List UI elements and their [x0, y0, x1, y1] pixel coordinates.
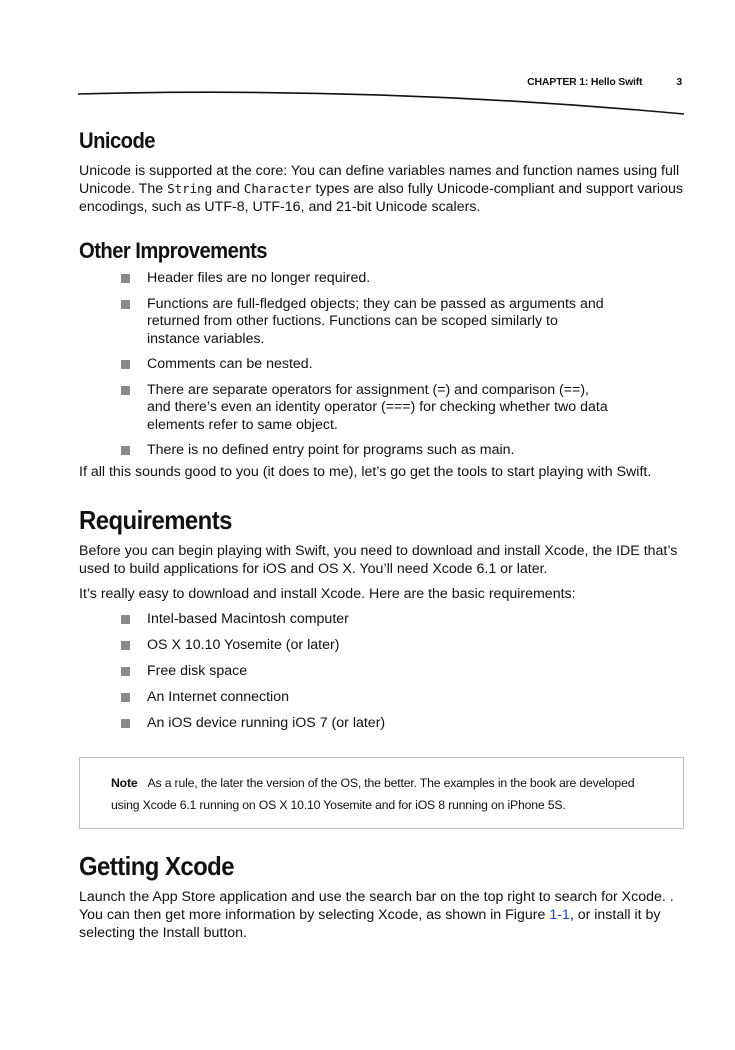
improvements-closing: If all this sounds good to you (it does to me), let’s go get the tools to start playing with Swift. — [79, 463, 652, 480]
code-character: Character — [243, 181, 312, 196]
improvements-list — [79, 270, 684, 460]
running-header — [527, 76, 682, 88]
requirements-paragraph-2: It’s really easy to download and install Xcode. Here are the basic requirements: — [79, 585, 576, 602]
code-string: String — [167, 181, 213, 196]
heading-getting-xcode: Getting Xcode — [79, 851, 234, 881]
square-bullet-icon — [121, 446, 130, 455]
list-item: OS X 10.10 Yosemite (or later) — [121, 637, 684, 655]
square-bullet-icon — [121, 719, 130, 728]
list-item: Free disk space — [121, 663, 684, 681]
square-bullet-icon — [121, 641, 130, 650]
list-item: An Internet connection — [121, 689, 684, 707]
list-item: An iOS device running iOS 7 (or later) — [121, 715, 684, 733]
requirements-list — [79, 611, 684, 733]
heading-other-improvements: Other Improvements — [79, 238, 268, 263]
list-item: Header files are no longer required. — [121, 270, 684, 288]
unicode-paragraph: Unicode is supported at the core: You can define variables names and function names using full Unicode. The String and Character types are also fully Unicode-compliant and support various encodings, such as UTF-8, UTF-16, and 21-bit Unicode scalers. — [79, 163, 683, 215]
square-bullet-icon — [121, 360, 130, 369]
page-body — [79, 128, 684, 942]
list-item: There are separate operators for assignment (=) and comparison (==), and there’s even an identity operator (===) for checking whether two data elements refer to same object. — [121, 382, 684, 435]
getting-xcode-paragraph: Launch the App Store application and use the search bar on the top right to search for Xcode. . You can then get more information by selecting Xcode, as shown in Figure 1-1, or install it by selecting the Install button. — [79, 889, 674, 941]
square-bullet-icon — [121, 615, 130, 624]
chapter-title: CHAPTER 1: Hello Swift — [527, 76, 643, 88]
heading-requirements: Requirements — [79, 504, 232, 535]
square-bullet-icon — [121, 274, 130, 283]
square-bullet-icon — [121, 386, 130, 395]
square-bullet-icon — [121, 693, 130, 702]
note-text: As a rule, the later the version of the OS, the better. The examples in the book are developed using Xcode 6.1 running on OS X 10.10 Yosemite and for iOS 8 running on iPhone 5S. — [111, 776, 635, 812]
list-item: There is no defined entry point for programs such as main. — [121, 442, 684, 460]
header-rule — [78, 88, 684, 118]
list-item: Functions are full-fledged objects; they can be passed as arguments and returned from other fuctions. Functions can be scoped similarly to instance variables. — [121, 296, 684, 349]
heading-unicode: Unicode — [79, 128, 155, 153]
square-bullet-icon — [121, 667, 130, 676]
list-item: Intel-based Macintosh computer — [121, 611, 684, 629]
requirements-paragraph-1: Before you can begin playing with Swift, you need to download and install Xcode, the IDE that’s used to build applications for iOS and OS X. You’ll need Xcode 6.1 or later. — [79, 542, 678, 577]
list-item: Comments can be nested. — [121, 356, 684, 374]
note-box — [79, 757, 684, 829]
square-bullet-icon — [121, 300, 130, 309]
note-label: Note — [111, 776, 138, 790]
page-number: 3 — [676, 76, 682, 88]
figure-link[interactable]: 1-1 — [549, 907, 570, 923]
